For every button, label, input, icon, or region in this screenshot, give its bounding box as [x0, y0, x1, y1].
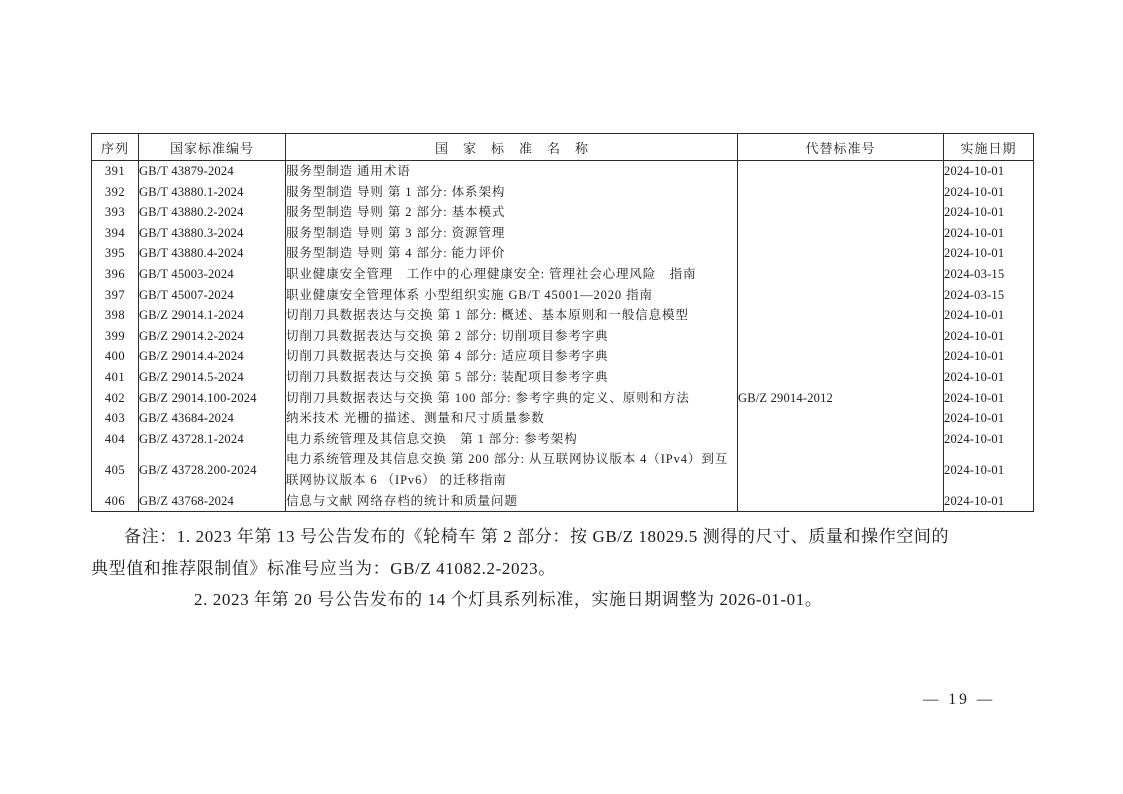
cell-date: 2024-10-01: [944, 388, 1034, 409]
cell-replaces: [738, 305, 944, 326]
cell-date: 2024-10-01: [944, 305, 1034, 326]
cell-replaces: [738, 408, 944, 429]
cell-seq: 399: [92, 326, 139, 347]
cell-date: 2024-10-01: [944, 449, 1034, 490]
note-line-3: 2. 2023 年第 20 号公告发布的 14 个灯具系列标准，实施日期调整为 2026-01-01。: [194, 590, 823, 609]
table-row: [92, 408, 1034, 429]
header-replaces: 代替标准号: [738, 134, 944, 161]
header-date: 实施日期: [944, 134, 1034, 161]
cell-code: GB/Z 29014.1-2024: [139, 305, 286, 326]
table-row: [92, 491, 1034, 512]
cell-date: 2024-10-01: [944, 326, 1034, 347]
cell-code: GB/T 43880.3-2024: [139, 223, 286, 244]
cell-date: 2024-10-01: [944, 346, 1034, 367]
table-row: [92, 429, 1034, 450]
cell-replaces: [738, 285, 944, 306]
table-row: [92, 182, 1034, 203]
cell-replaces: [738, 202, 944, 223]
cell-date: 2024-10-01: [944, 161, 1034, 182]
note-line-2: 典型值和推荐限制值》标准号应当为：GB/Z 41082.2-2023。: [91, 558, 556, 578]
cell-seq: 397: [92, 285, 139, 306]
cell-date: 2024-03-15: [944, 264, 1034, 285]
cell-replaces: [738, 429, 944, 450]
cell-name: 职业健康安全管理 工作中的心理健康安全: 管理社会心理风险 指南: [286, 264, 738, 285]
cell-replaces: [738, 491, 944, 512]
cell-name: 纳米技术 光栅的描述、测量和尺寸质量参数: [286, 408, 738, 429]
table-row: [92, 285, 1034, 306]
page-number: — 19 —: [923, 691, 996, 708]
standards-table-body: [92, 161, 1034, 512]
cell-seq: 404: [92, 429, 139, 450]
cell-code: GB/T 43880.4-2024: [139, 243, 286, 264]
cell-code: GB/T 45007-2024: [139, 285, 286, 306]
table-row: [92, 346, 1034, 367]
cell-replaces: [738, 223, 944, 244]
cell-code: GB/Z 29014.2-2024: [139, 326, 286, 347]
cell-date: 2024-10-01: [944, 367, 1034, 388]
header-row: [92, 134, 1034, 161]
table-row: [92, 223, 1034, 244]
cell-code: GB/T 45003-2024: [139, 264, 286, 285]
cell-code: GB/Z 29014.100-2024: [139, 388, 286, 409]
cell-code: GB/Z 43684-2024: [139, 408, 286, 429]
header-code: 国家标准编号: [139, 134, 286, 161]
cell-name: 服务型制造 通用术语: [286, 161, 738, 182]
note-line-1: 备注：1. 2023 年第 13 号公告发布的《轮椅车 第 2 部分：按 GB/Z 18029.5 测得的尺寸、质量和操作空间的: [124, 527, 950, 546]
cell-name: 服务型制造 导则 第 4 部分: 能力评价: [286, 243, 738, 264]
table-row: [92, 326, 1034, 347]
cell-name: 服务型制造 导则 第 3 部分: 资源管理: [286, 223, 738, 244]
cell-code: GB/Z 43728.200-2024: [139, 449, 286, 490]
table-row: [92, 243, 1034, 264]
cell-seq: 395: [92, 243, 139, 264]
cell-name: 切削刀具数据表达与交换 第 5 部分: 装配项目参考字典: [286, 367, 738, 388]
header-seq: 序列: [92, 134, 139, 161]
cell-date: 2024-03-15: [944, 285, 1034, 306]
cell-date: 2024-10-01: [944, 223, 1034, 244]
standards-table: [91, 133, 1034, 512]
cell-date: 2024-10-01: [944, 202, 1034, 223]
cell-name: 信息与文献 网络存档的统计和质量问题: [286, 491, 738, 512]
cell-replaces: GB/Z 29014-2012: [738, 388, 944, 409]
cell-replaces: [738, 264, 944, 285]
cell-code: GB/Z 43768-2024: [139, 491, 286, 512]
table-row: [92, 202, 1034, 223]
cell-seq: 406: [92, 491, 139, 512]
table-row: [92, 449, 1034, 490]
cell-seq: 400: [92, 346, 139, 367]
cell-name: 切削刀具数据表达与交换 第 4 部分: 适应项目参考字典: [286, 346, 738, 367]
table-row: [92, 305, 1034, 326]
cell-seq: 402: [92, 388, 139, 409]
cell-seq: 391: [92, 161, 139, 182]
table-row: [92, 161, 1034, 182]
cell-seq: 405: [92, 449, 139, 490]
cell-date: 2024-10-01: [944, 429, 1034, 450]
cell-seq: 398: [92, 305, 139, 326]
cell-name: 切削刀具数据表达与交换 第 2 部分: 切削项目参考字典: [286, 326, 738, 347]
cell-code: GB/T 43880.2-2024: [139, 202, 286, 223]
table-row: [92, 264, 1034, 285]
cell-code: GB/Z 29014.4-2024: [139, 346, 286, 367]
cell-name: 电力系统管理及其信息交换 第 200 部分: 从互联网协议版本 4（IPv4）到互联网协议版本 6 （IPv6） 的迁移指南: [286, 449, 738, 490]
table-row: [92, 388, 1034, 409]
cell-replaces: [738, 182, 944, 203]
cell-date: 2024-10-01: [944, 408, 1034, 429]
cell-code: GB/Z 43728.1-2024: [139, 429, 286, 450]
cell-seq: 392: [92, 182, 139, 203]
cell-code: GB/T 43879-2024: [139, 161, 286, 182]
cell-code: GB/Z 29014.5-2024: [139, 367, 286, 388]
cell-name: 服务型制造 导则 第 2 部分: 基本模式: [286, 202, 738, 223]
cell-code: GB/T 43880.1-2024: [139, 182, 286, 203]
header-name: 国家标准名称: [286, 134, 738, 161]
cell-seq: 394: [92, 223, 139, 244]
cell-seq: 401: [92, 367, 139, 388]
cell-name: 服务型制造 导则 第 1 部分: 体系架构: [286, 182, 738, 203]
notes-section: [91, 521, 1037, 616]
cell-date: 2024-10-01: [944, 182, 1034, 203]
cell-replaces: [738, 243, 944, 264]
cell-seq: 393: [92, 202, 139, 223]
cell-name: 职业健康安全管理体系 小型组织实施 GB/T 45001—2020 指南: [286, 285, 738, 306]
cell-replaces: [738, 367, 944, 388]
table-row: [92, 367, 1034, 388]
cell-replaces: [738, 326, 944, 347]
cell-seq: 403: [92, 408, 139, 429]
cell-name: 切削刀具数据表达与交换 第 1 部分: 概述、基本原则和一般信息模型: [286, 305, 738, 326]
cell-replaces: [738, 449, 944, 490]
cell-replaces: [738, 346, 944, 367]
cell-replaces: [738, 161, 944, 182]
cell-seq: 396: [92, 264, 139, 285]
cell-date: 2024-10-01: [944, 491, 1034, 512]
standards-table-header: [92, 134, 1034, 161]
cell-date: 2024-10-01: [944, 243, 1034, 264]
cell-name: 切削刀具数据表达与交换 第 100 部分: 参考字典的定义、原则和方法: [286, 388, 738, 409]
cell-name: 电力系统管理及其信息交换 第 1 部分: 参考架构: [286, 429, 738, 450]
